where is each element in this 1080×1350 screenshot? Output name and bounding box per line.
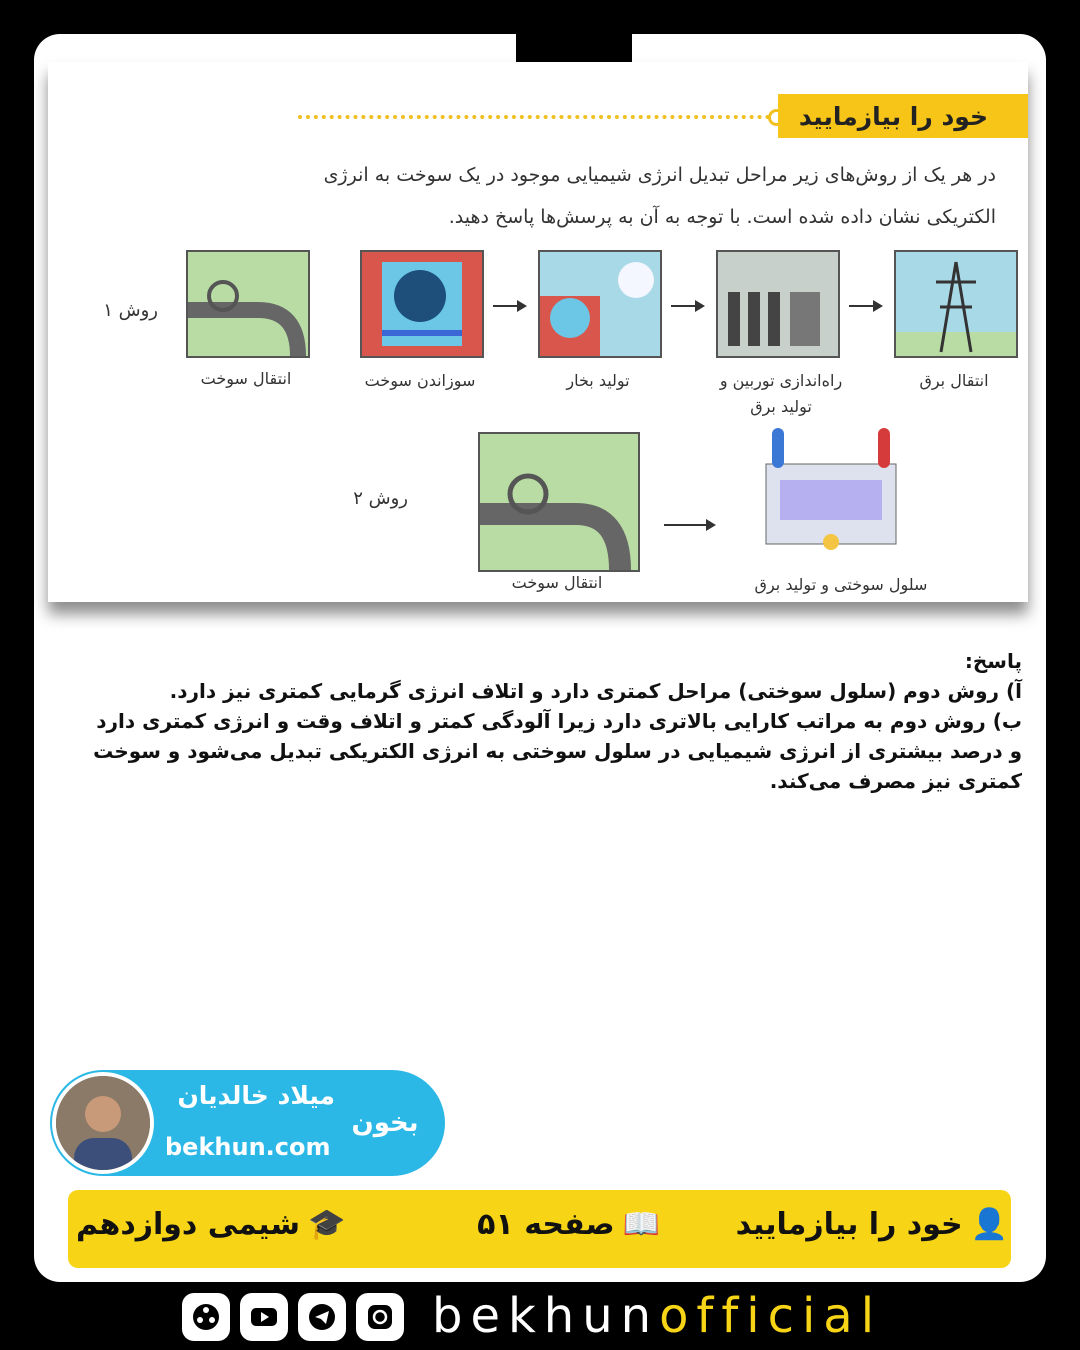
step2-2-caption: سلول سوختی و تولید برق [754,575,928,594]
exercise-header-title: خود را بیازمایید [798,101,988,131]
step2-caption: سوزاندن سوخت [364,371,476,390]
brand-handle [432,1288,882,1344]
power-transfer-image [894,250,1018,358]
step2-1-caption: انتقال سوخت [511,573,603,592]
arrow-2 [671,305,703,307]
answer-title: پاسخ: [964,649,1022,673]
author-site[interactable]: bekhun.com [165,1133,331,1161]
brand-part2: official [659,1288,883,1344]
fuel-transfer-image [186,250,310,358]
film-icon[interactable] [182,1293,230,1341]
fuel-burning-image [360,250,484,358]
youtube-icon[interactable] [240,1293,288,1341]
teacher-icon: 👤 [970,1207,1008,1242]
author-name: میلاد خالدیان [177,1081,335,1110]
textbook-excerpt [48,62,1028,602]
graduation-cap-icon: 🎓 [307,1207,346,1242]
answer-b: ب) روش دوم به مراتب کارایی بالاتری دارد زیرا آلودگی کمتر و اتلاف وقت و انرژی کمتری دارد و درصد بیشتری از انرژی شیمیایی در سلول سوختی به انرژی الکتریکی تبدیل می‌شود و سوخت کمتری نیز مصرف می‌کند. [93,709,1022,793]
steam-icon [540,252,660,356]
power-tower-icon [896,252,1016,356]
pipe-valve-icon [480,434,638,570]
fuel-transfer-image-2 [478,432,640,572]
instagram-icon[interactable] [356,1293,404,1341]
author-logo: بخون [351,1108,419,1138]
fuel-cell-image [736,424,926,564]
steam-production-image [538,250,662,358]
arrow-1 [493,305,525,307]
step1-caption: انتقال سوخت [200,369,292,388]
social-links [182,1291,404,1343]
exercise-intro: در هر یک از روش‌های زیر مراحل تبدیل انرژی شیمیایی موجود در یک سوخت به انرژی الکتریکی نشان داده شده است. با توجه به آن به پرسش‌ها پاسخ دهید. [323,164,996,228]
footer-subject: 🎓 شیمی دوازدهم [76,1207,346,1242]
pipe-valve-icon [188,252,308,356]
footer-page: 📖 صفحه ۵۱ [477,1207,660,1242]
book-icon: 📖 [622,1207,660,1242]
telegram-icon[interactable] [298,1293,346,1341]
avatar [52,1072,154,1174]
person-icon [56,1076,150,1170]
method2-label: روش ۲ [353,488,408,509]
footer-section: 👤 خود را بیازمایید [735,1207,1008,1242]
method1-label: روش ۱ [103,300,158,321]
turbine-image [716,250,840,358]
boiler-icon [362,252,482,356]
turbine-icon [718,252,838,356]
answer-a: آ) روش دوم (سلول سوختی) مراحل کمتری دارد و اتلاف انرژی گرمایی کمتری نیز دارد. [169,679,1022,703]
step3-caption: تولید بخار [566,371,630,390]
answer-block [86,646,1022,796]
exercise-header [778,94,1028,138]
arrow-3 [849,305,881,307]
arrow-4 [664,524,714,526]
fuel-cell-icon [736,424,926,564]
step4-caption: راه‌اندازی توربین و تولید برق [719,371,843,416]
step5-caption: انتقال برق [919,371,989,390]
brand-part1: bekhun [432,1288,660,1344]
dotted-line [298,115,778,119]
